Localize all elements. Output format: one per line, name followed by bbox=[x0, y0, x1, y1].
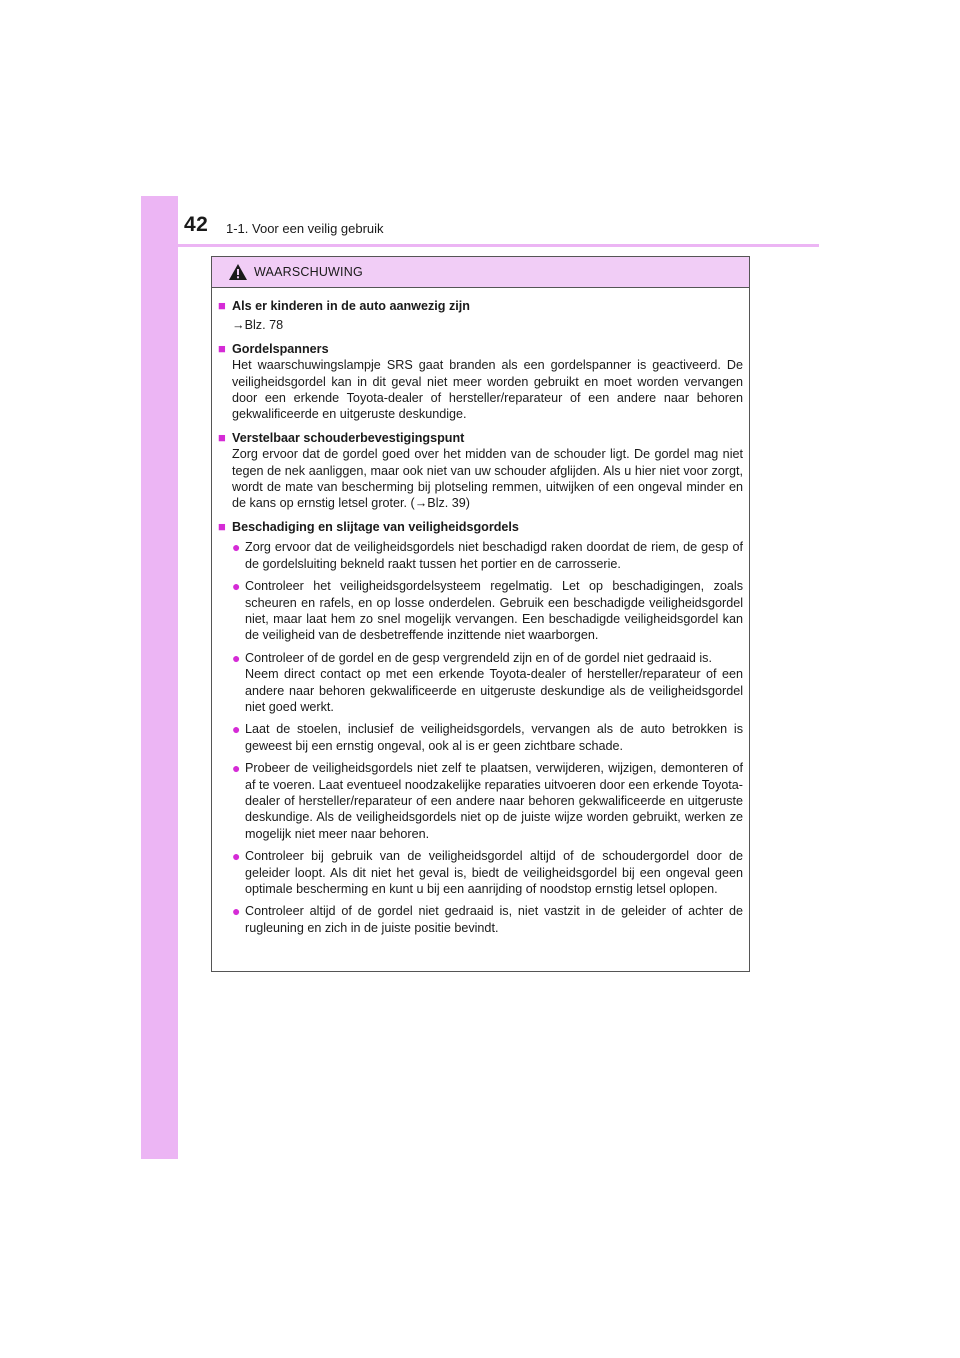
square-bullet-icon: ■ bbox=[218, 340, 226, 356]
warning-title: WAARSCHUWING bbox=[254, 265, 363, 279]
list-item: ● Controleer het veiligheidsgordelsysteem regelmatig. Let op beschadigingen, zoals scheuren en rafels, en op losse onderdelen. Gebruik een beschadigde veiligheidsgordel niet, maar laat hem zo snel mogelijk vervangen. Een beschadigde veiligheidsgordel kan de veiligheid van de desbetreffende inzittende niet waarborgen. bbox=[232, 578, 743, 643]
square-bullet-icon: ■ bbox=[218, 429, 226, 445]
section-pretensioners bbox=[218, 341, 743, 423]
round-bullet-icon: ● bbox=[232, 539, 241, 556]
round-bullet-icon: ● bbox=[232, 903, 241, 920]
list-item: ● Controleer bij gebruik van de veiligheidsgordel altijd of de schoudergordel door de geleider loopt. Als dit niet het geval is, biedt de veiligheidsgordel bij een ongeval geen optimale bescherming en kunt u bij een aanrijding of noodstop ernstig letsel oplopen. bbox=[232, 848, 743, 896]
section-heading: Verstelbaar schouderbevestigingspunt bbox=[232, 430, 465, 445]
warning-body bbox=[212, 288, 749, 936]
header-rule bbox=[178, 244, 819, 247]
warning-header bbox=[212, 257, 749, 288]
list-item: ● Controleer altijd of de gordel niet gedraaid is, niet vastzit in de geleider of achter de rugleuning en zich in de juiste positie bevindt. bbox=[232, 903, 743, 935]
section-text: Het waarschuwingslampje SRS gaat branden als een gordelspanner is geactiveerd. De veiligheidsgordel kan in dit geval niet meer worden gebruikt en moet worden vervangen door een erkende Toyota-dealer of hersteller/reparateur of een andere naar behoren gekwalificeerde en uitgeruste deskundige. bbox=[232, 358, 743, 422]
warning-triangle-icon bbox=[228, 263, 248, 286]
page-reference: →Blz. 78 bbox=[232, 318, 284, 333]
list-item: ● Zorg ervoor dat de veiligheidsgordels niet beschadigd raken doordat de riem, de gesp of de gordelsluiting bekneld raakt tussen het portier en de carrosserie. bbox=[232, 539, 743, 571]
round-bullet-icon: ● bbox=[232, 848, 241, 865]
section-children bbox=[218, 298, 743, 334]
chapter-side-tab bbox=[141, 196, 178, 1159]
round-bullet-icon: ● bbox=[232, 760, 241, 777]
round-bullet-icon: ● bbox=[232, 649, 241, 666]
list-item: ● Probeer de veiligheidsgordels niet zelf te plaatsen, verwijderen, wijzigen, demonteren of af te voeren. Laat eventueel noodzakelijke reparaties uitvoeren door een erkende Toyota-dealer of hersteller/reparateur of een andere naar behoren gekwalificeerde en uitgeruste deskundige. Als de veiligheidsgordels niet op de juiste wijze worden gebruikt, werken ze mogelijk niet meer naar behoren. bbox=[232, 760, 743, 841]
square-bullet-icon: ■ bbox=[218, 518, 226, 534]
section-shoulder-anchor bbox=[218, 430, 743, 512]
round-bullet-icon: ● bbox=[232, 578, 241, 595]
section-heading: Gordelspanners bbox=[232, 341, 329, 356]
section-heading: Als er kinderen in de auto aanwezig zijn bbox=[232, 299, 470, 313]
section-title: 1-1. Voor een veilig gebruik bbox=[226, 221, 384, 236]
list-item: ● Laat de stoelen, inclusief de veiligheidsgordels, vervangen als de auto betrokken is geweest bij een ernstig ongeval, ook al is er geen zichtbare schade. bbox=[232, 721, 743, 753]
section-text: Zorg ervoor dat de gordel goed over het midden van de schouder ligt. De gordel mag niet tegen de nek aanliggen, maar ook niet van uw schouder afglijden. Als u hier niet voor zorgt, wordt de mate van bescherming bij plotseling remmen, uitwijken of een ongeval minder en de kans op ernstig letsel groter. (→Blz. 39) bbox=[232, 447, 743, 511]
section-heading: Beschadiging en slijtage van veiligheidsgordels bbox=[232, 519, 519, 534]
warning-box bbox=[211, 256, 750, 972]
round-bullet-icon: ● bbox=[232, 721, 241, 738]
list-item: ● Controleer of de gordel en de gesp vergrendeld zijn en of de gordel niet gedraaid is. Neem direct contact op met een erkende Toyota-dealer of hersteller/reparateur of een andere naar behoren gekwalificeerde en uitgeruste deskundige als de veiligheidsgordel niet goed werkt. bbox=[232, 649, 743, 714]
page-number: 42 bbox=[184, 213, 209, 236]
section-damage-wear bbox=[218, 519, 743, 936]
square-bullet-icon: ■ bbox=[218, 298, 226, 313]
